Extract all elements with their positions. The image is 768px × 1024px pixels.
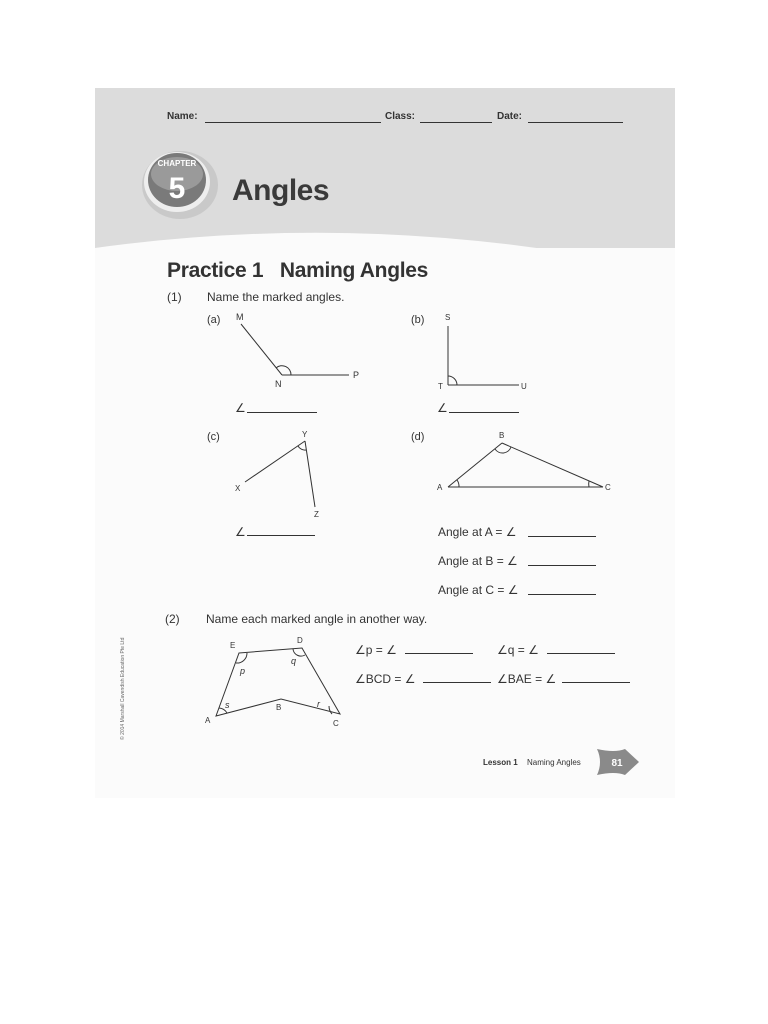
- page-number: 81: [611, 758, 623, 769]
- class-label: Class:: [385, 111, 416, 122]
- q2-point-A: A: [205, 716, 211, 725]
- footer-lesson-title: Naming Angles: [527, 758, 581, 767]
- point-N: N: [275, 379, 282, 389]
- q2-answer-bcd-field[interactable]: [423, 682, 491, 683]
- date-label: Date:: [497, 111, 523, 122]
- part-c-label: (c): [207, 431, 220, 443]
- part-d-answer-b-field[interactable]: [528, 565, 596, 566]
- practice-title: Practice 1 Naming Angles: [167, 259, 429, 282]
- point-Y: Y: [302, 430, 308, 439]
- part-d-answer-c-field[interactable]: [528, 594, 596, 595]
- page-number-arrow: [595, 745, 643, 779]
- q2-answer-p-field[interactable]: [405, 653, 473, 654]
- point-C: C: [605, 483, 611, 492]
- part-d-answer-a-label: Angle at A = ∠: [438, 525, 517, 539]
- copyright-notice: © 2014 Marshall Cavendish Education Pte Ltd: [120, 637, 126, 740]
- q2-answer-p-label: ∠p = ∠: [355, 643, 397, 657]
- question-2-prompt: Name each marked angle in another way.: [206, 612, 428, 626]
- q2-answer-bcd-label: ∠BCD = ∠: [355, 672, 416, 686]
- chapter-badge: [139, 144, 221, 220]
- q2-angle-s: s: [225, 700, 230, 710]
- part-d-answer-a-field[interactable]: [528, 536, 596, 537]
- part-d-answer-b-label: Angle at B = ∠: [438, 554, 518, 568]
- q2-point-E: E: [230, 641, 236, 650]
- part-a-angle-symbol: ∠: [235, 401, 246, 415]
- q2-angle-p: p: [240, 666, 246, 676]
- worksheet-page: [95, 88, 675, 798]
- question-1-prompt: Name the marked angles.: [207, 290, 345, 304]
- q2-point-C: C: [333, 719, 339, 728]
- point-S: S: [445, 313, 451, 322]
- q2-answer-bae-label: ∠BAE = ∠: [497, 672, 557, 686]
- q2-point-D: D: [297, 636, 303, 645]
- name-label: Name:: [167, 111, 198, 122]
- question-2-number: (2): [165, 612, 180, 626]
- part-a-answer-field[interactable]: [247, 412, 317, 413]
- chapter-word: CHAPTER: [157, 159, 197, 168]
- point-M: M: [236, 312, 244, 322]
- chapter-title: Angles: [232, 174, 330, 207]
- class-field[interactable]: [420, 122, 492, 123]
- point-P: P: [353, 370, 360, 380]
- point-Z: Z: [314, 510, 319, 519]
- q2-angle-r: r: [317, 699, 320, 709]
- point-T: T: [438, 382, 443, 390]
- date-field[interactable]: [528, 122, 623, 123]
- question-1-number: (1): [167, 290, 182, 304]
- point-A: A: [437, 483, 443, 492]
- point-U: U: [521, 382, 527, 390]
- part-c-angle-symbol: ∠: [235, 525, 246, 539]
- name-field[interactable]: [205, 122, 381, 123]
- chapter-number: 5: [168, 172, 186, 205]
- part-b-answer-field[interactable]: [449, 412, 519, 413]
- diagram-a: [225, 310, 365, 390]
- diagram-q2: [199, 633, 359, 733]
- footer-lesson: Lesson 1: [483, 758, 518, 767]
- q2-answer-q-field[interactable]: [547, 653, 615, 654]
- part-d-answer-c-label: Angle at C = ∠: [438, 583, 519, 597]
- q2-answer-bae-field[interactable]: [562, 682, 630, 683]
- part-b-label: (b): [411, 314, 425, 326]
- diagram-b: [433, 310, 533, 390]
- part-a-label: (a): [207, 314, 221, 326]
- q2-point-B: B: [276, 703, 282, 712]
- part-d-label: (d): [411, 431, 425, 443]
- q2-answer-q-label: ∠q = ∠: [497, 643, 539, 657]
- q2-angle-q: q: [291, 656, 297, 666]
- part-c-answer-field[interactable]: [247, 535, 315, 536]
- diagram-d: [433, 428, 618, 498]
- point-X: X: [235, 484, 241, 493]
- diagram-c: [229, 428, 329, 523]
- part-b-angle-symbol: ∠: [437, 401, 448, 415]
- point-B: B: [499, 431, 505, 440]
